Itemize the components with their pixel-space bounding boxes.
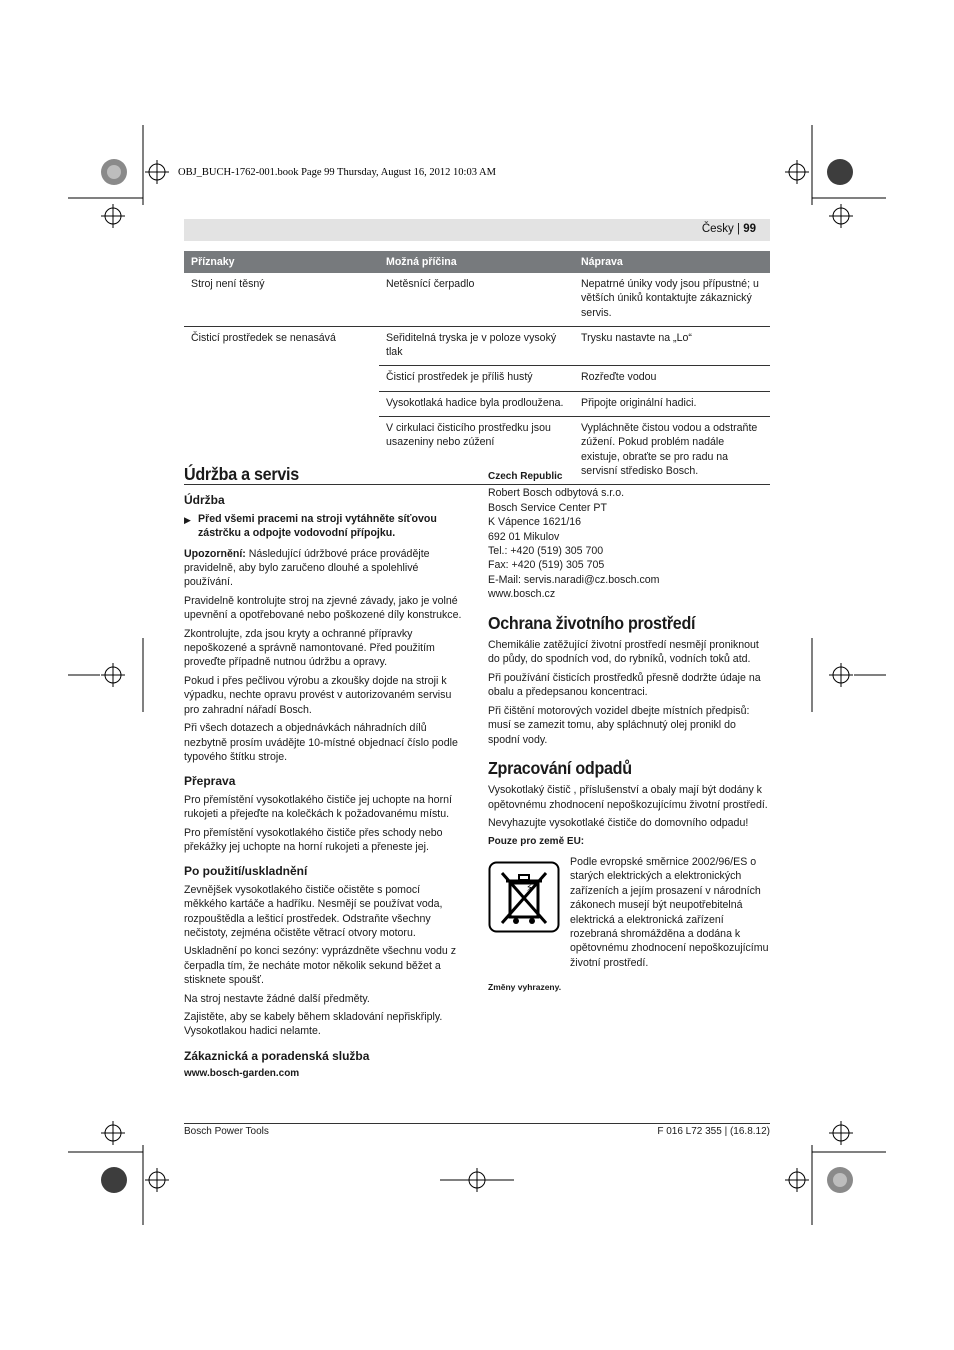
section-title-waste-disposal: Zpracování odpadů	[488, 757, 632, 778]
subheading-maintenance: Údržba	[184, 493, 225, 508]
paragraph: Při čištění motorových vozidel dbejte místních předpisů: musí se zamezit tomu, aby spláchnutý olej pronikl do spodní vody.	[488, 704, 750, 746]
eu-directive-text: Podle evropské směrnice 2002/96/ES o starých elektrických a elektronických zařízeních a jejím prosazení v národních zákonech musejí být neupotřebitelná elektrická a elektronická zařízení rozebraná shromážděna a dodána k opětovnému zhodnocení nepoškozujícímu životní prostředí.	[570, 855, 769, 969]
table-cell: Nepatrné úniky vody jsou přípustné; u větších úniků kontaktujte zákaznický servis.	[574, 273, 770, 326]
table-row	[184, 273, 770, 326]
note-label: Upozornění:	[184, 547, 246, 560]
table-row	[184, 326, 770, 366]
safety-warning	[184, 512, 466, 541]
subheading-customer-service: Zákaznická a poradenská služba	[184, 1048, 370, 1063]
troubleshooting-table	[184, 251, 770, 485]
table-cell: Připojte originální hadici.	[574, 391, 770, 416]
table-cell: Čisticí prostředek je příliš hustý	[379, 366, 574, 391]
column-header: Příznaky	[184, 251, 379, 273]
paragraph: Pro přemístění vysokotlakého čističe přes schody nebo překážky jej uchopte na horní rukojeti a přeneste jej.	[184, 826, 443, 853]
address-fax: Fax: +420 (519) 305 705	[488, 559, 605, 572]
table-cell: V cirkulaci čisticího prostředku jsou usazeniny nebo zúžení	[379, 417, 574, 485]
paragraph: Při používání čisticích prostředků přesně dodržte údaje na obalu a předepsanou koncentraci.	[488, 671, 761, 699]
address-email-link[interactable]: E-Mail: servis.naradi@cz.bosch.com	[488, 573, 660, 586]
paragraph: Nevyhazujte vysokotlaké čističe do domovního odpadu!	[488, 817, 749, 830]
crossed-out-bin-icon	[488, 861, 560, 933]
page-header-bar	[184, 219, 770, 241]
paragraph: Na stroj nestavte žádné další předměty.	[184, 992, 370, 1005]
section-title-environment: Ochrana životního prostředí	[488, 612, 696, 633]
service-url-link[interactable]: www.bosch-garden.com	[184, 1068, 300, 1080]
note-text: Následující údržbové práce provádějte pravidelně, aby bylo zaručeno dlouhé a spolehlivé používání.	[184, 547, 430, 589]
subheading-transport: Přeprava	[184, 774, 236, 789]
print-info-line: OBJ_BUCH-1762-001.book Page 99 Thursday, August 16, 2012 10:03 AM	[178, 167, 496, 178]
paragraph: Pro přemístění vysokotlakého čističe jej uchopte na horní rukojeti a přejeďte na kolečkách k požadovanému místu.	[184, 793, 452, 821]
footer-divider	[184, 1123, 770, 1124]
service-address	[488, 486, 770, 601]
footer-brand: Bosch Power Tools	[184, 1126, 269, 1137]
paragraph: Při všech dotazech a objednávkách náhradních dílů nezbytně prosím uvádějte 10-místné objednací číslo podle typového štítku stroje.	[184, 722, 458, 763]
address-line: 692 01 Mikulov	[488, 530, 560, 543]
header-language: Česky	[701, 223, 734, 235]
address-line: Robert Bosch odbytová s.r.o.	[488, 487, 625, 500]
address-line: Bosch Service Center PT	[488, 501, 607, 514]
table-cell: Čisticí prostředek se nenasává	[184, 326, 379, 484]
header-language-page: Česky | 99	[701, 223, 756, 235]
svg-text:⚡: ⚡	[526, 882, 534, 894]
table-cell: Netěsnící čerpadlo	[379, 273, 574, 326]
column-header: Náprava	[574, 251, 770, 273]
paragraph: Zajistěte, aby se kabely během skladování nepřiskřiply. Vysokotlakou hadici nelamte.	[184, 1011, 443, 1038]
table-cell: Rozřeďte vodou	[574, 366, 770, 391]
table-header-row	[184, 251, 770, 273]
section-title-maintenance-service: Údržba a servis	[184, 464, 299, 484]
table-cell: Trysku nastavte na „Lo“	[574, 326, 770, 366]
subheading-storage: Po použití/uskladnění	[184, 864, 308, 879]
paragraph: Pokud i přes pečlivou výrobu a zkoušky dojde na stroji k výpadku, nechte opravu provést v autorizovaném servisu pro zahradní nářadí Bosch.	[184, 674, 452, 716]
left-column	[184, 464, 466, 1086]
table-cell: Vypláchněte čistou vodou a odstraňte zúžení. Pokud problém nadále existuje, obraťte se pro radu na servisní středisko Bosch.	[574, 417, 770, 485]
right-column	[488, 470, 770, 999]
paragraph: Pravidelně kontrolujte stroj na zjevné závady, jako je volné upevnění a opotřebované nebo poškozené díly konstrukce.	[184, 594, 462, 622]
paragraph: Vysokotlaký čistič , příslušenství a obaly mají být dodány k opětovnému zhodnocení nepoškozujícímu životní prostředí.	[488, 784, 768, 811]
address-website-link[interactable]: www.bosch.cz	[488, 588, 556, 601]
note-paragraph	[184, 547, 466, 590]
column-header: Možná příčina	[379, 251, 574, 273]
table-cell: Seřiditelná tryska je v poloze vysoký tlak	[379, 326, 574, 366]
paragraph: Chemikálie zatěžující životní prostředí nesmějí proniknout do půdy, do spodních vod, do rybníků, vodních toků atd.	[488, 639, 759, 666]
paragraph: Zevnějšek vysokotlakého čističe očistěte s pomocí měkkého kartáče a hadříku. Nesmějí se používat voda, rozpouštědla a lešticí prostředek. Odstraňte všechny nečistoty, zejména očistěte větrací otvory motoru.	[184, 883, 443, 939]
country-heading: Czech Republic	[488, 471, 563, 482]
table-cell: Stroj není těsný	[184, 273, 379, 326]
footer-doc-code: F 016 L72 355 | (16.8.12)	[657, 1126, 770, 1137]
triangle-bullet-icon: ▶	[184, 514, 191, 525]
page-number: 99	[743, 223, 756, 235]
address-phone: Tel.: +420 (519) 305 700	[488, 545, 604, 558]
weee-block	[488, 855, 770, 974]
warning-text: Před všemi pracemi na stroji vytáhněte síťovou zástrčku a odpojte vodovodní přípojku.	[198, 512, 437, 540]
table-cell: Vysokotlaká hadice byla prodloužena.	[379, 391, 574, 416]
paragraph: Uskladnění po konci sezóny: vyprázdněte všechnu vodu z čerpadla tím, že necháte motor několik sekund běžet a stisknete spoušť.	[184, 945, 457, 987]
paragraph: Zkontrolujte, zda jsou kryty a ochranné přípravky nepoškozené a správně namontované. Před použitím proveďte případně nutnou údržbu a opravy.	[184, 627, 435, 669]
address-line: K Vápence 1621/16	[488, 516, 582, 529]
eu-only-label: Pouze pro země EU:	[488, 835, 585, 847]
changes-reserved: Změny vyhrazeny.	[488, 982, 562, 993]
